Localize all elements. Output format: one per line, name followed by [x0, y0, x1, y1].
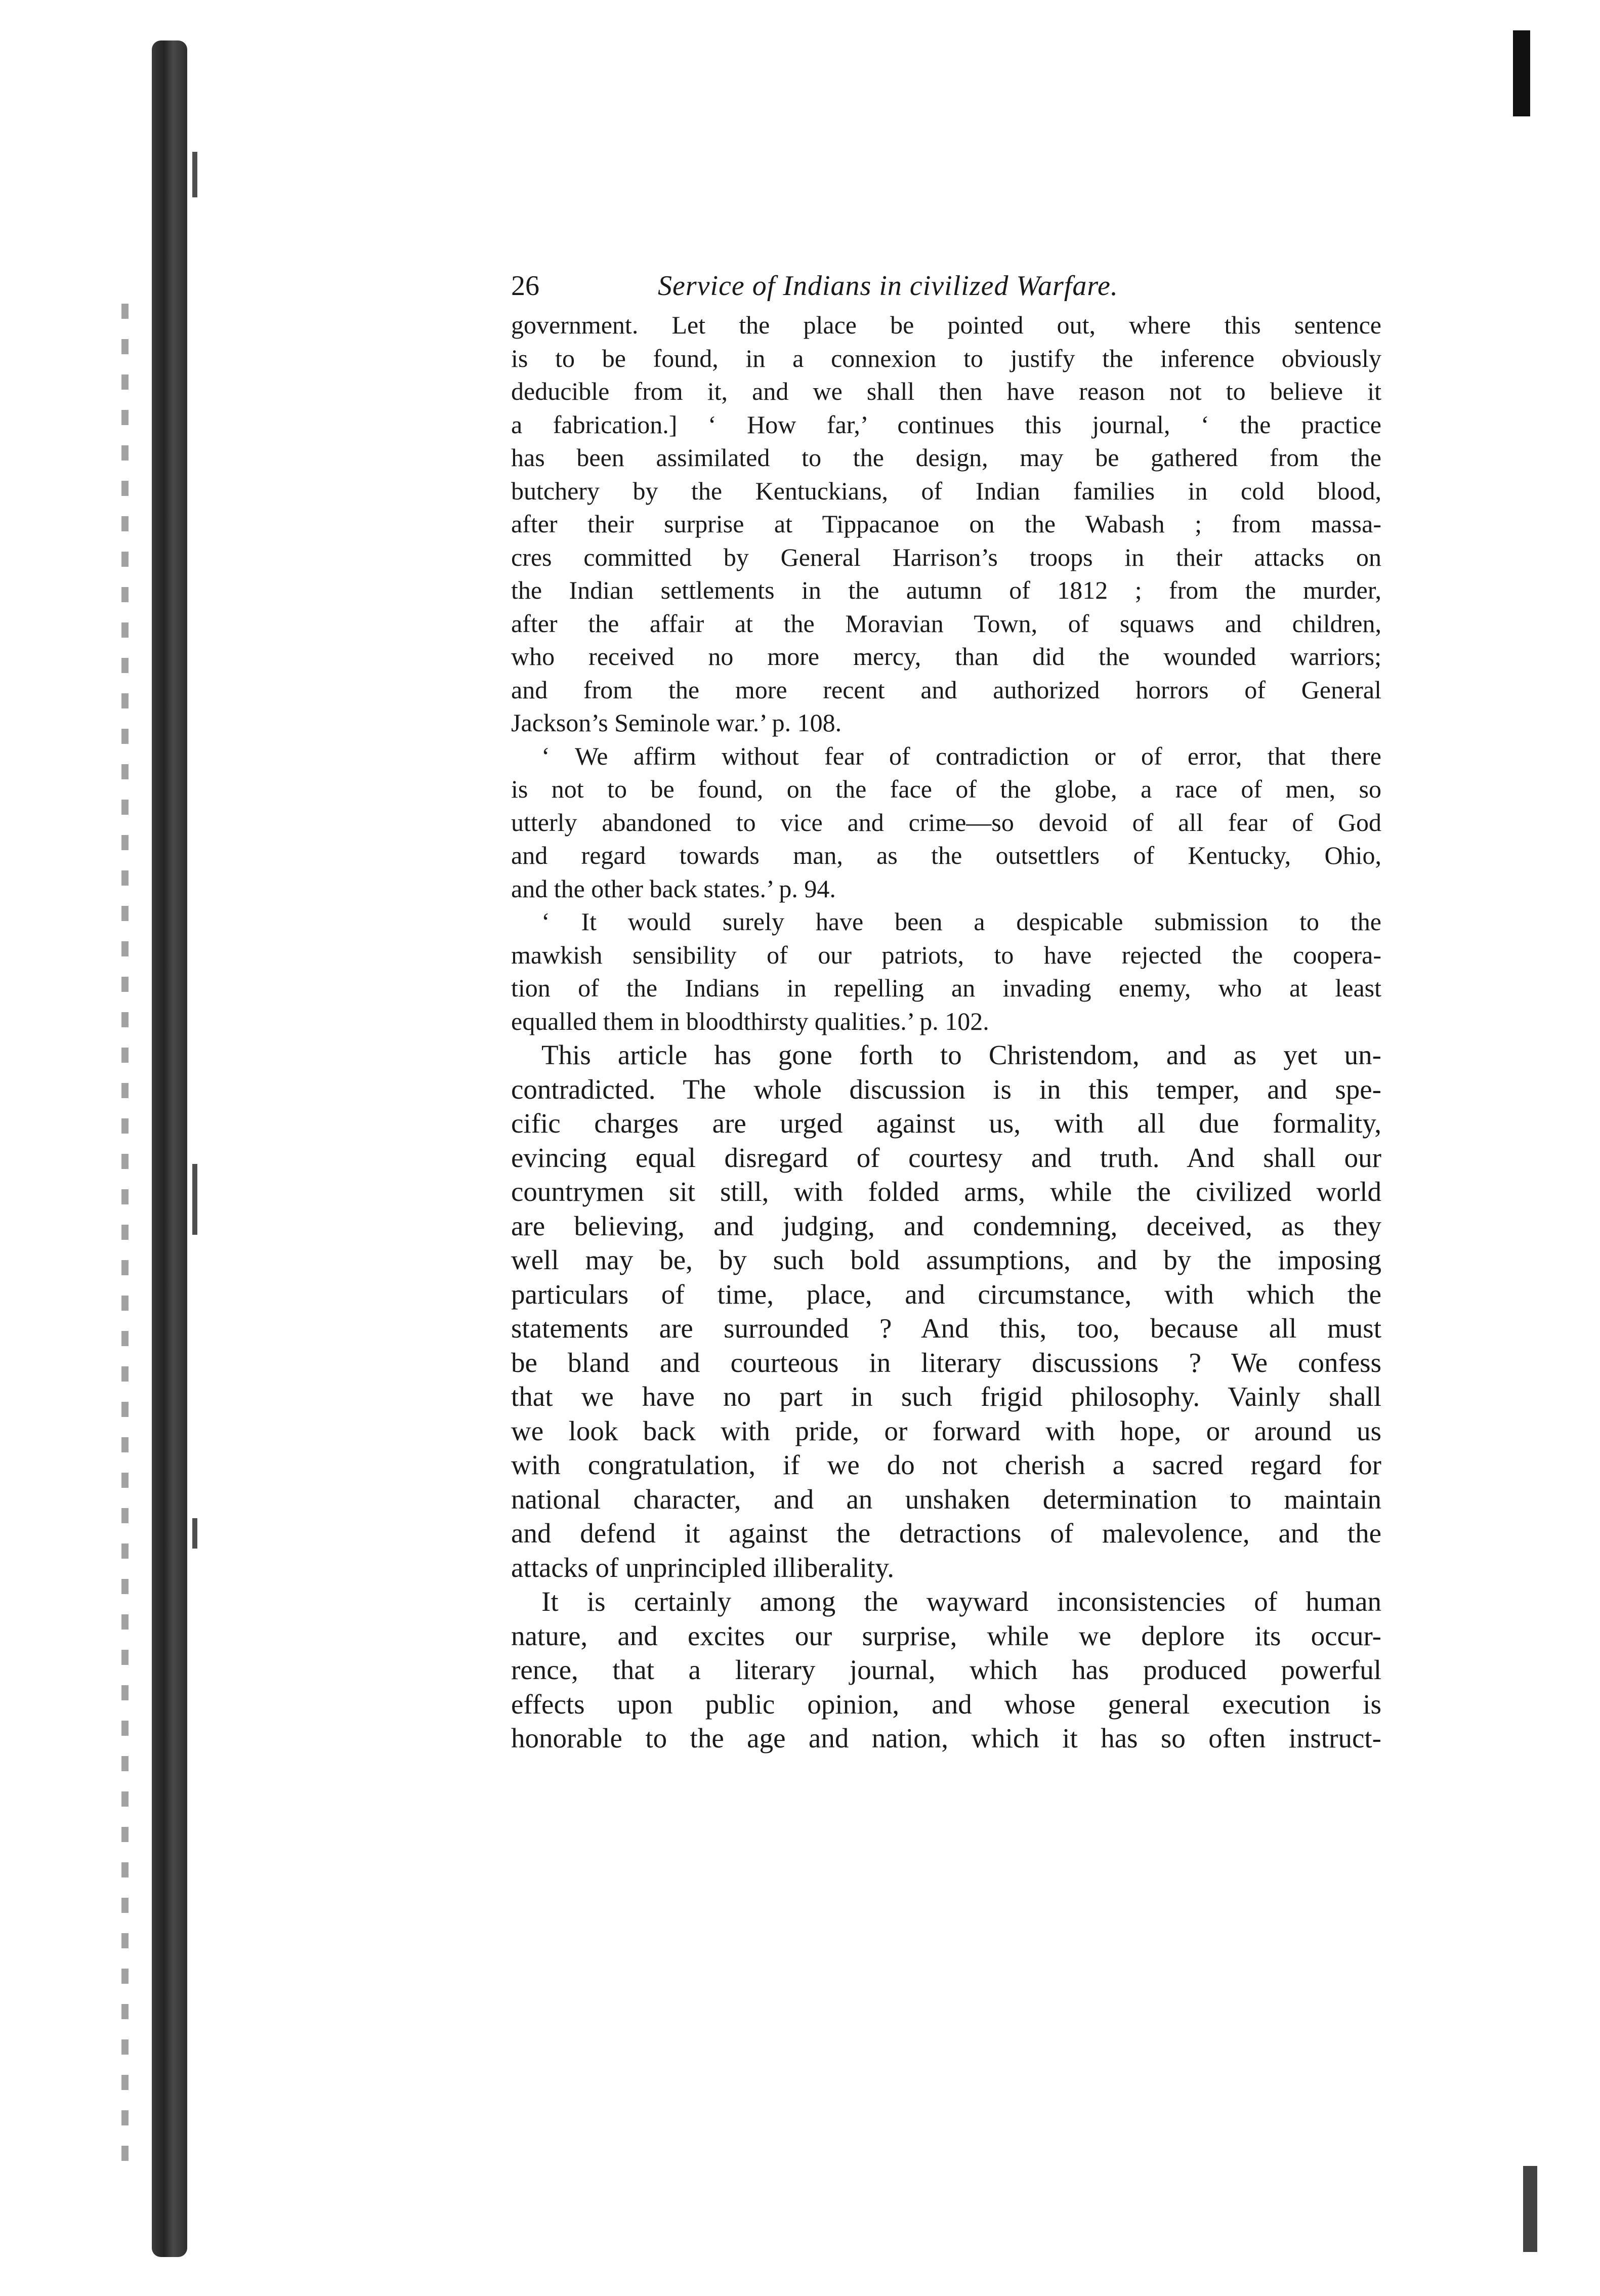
page-text-area [511, 263, 1381, 1756]
page-number: 26 [511, 270, 539, 302]
text-line: rence, that a literary journal, which has produced powerful [511, 1654, 1381, 1685]
text-line: has been assimilated to the design, may be gathered from the [511, 443, 1381, 472]
text-line: and from the more recent and authorized horrors of General [511, 675, 1381, 704]
text-line: statements are surrounded ? And this, too, because all must [511, 1313, 1381, 1344]
binding-speck [192, 1518, 197, 1549]
text-line: cres committed by General Harrison’s troops in their attacks on [511, 542, 1381, 571]
paragraph [511, 309, 1381, 740]
text-line: be bland and courteous in literary discussions ? We confess [511, 1347, 1381, 1378]
binding-speck [192, 1164, 197, 1235]
text-line: countrymen sit still, with folded arms, while the civilized world [511, 1176, 1381, 1207]
text-line: deducible from it, and we shall then have reason not to believe it [511, 377, 1381, 405]
text-line: particulars of time, place, and circumstance, with which the [511, 1278, 1381, 1310]
text-line: contradicted. The whole discussion is in this temper, and spe- [511, 1073, 1381, 1105]
text-line: It is certainly among the wayward inconsistencies of human [541, 1586, 1381, 1617]
text-line: ‘ It would surely have been a despicable submission to the [541, 907, 1381, 936]
scan-mark [1523, 2166, 1537, 2252]
body-text [511, 309, 1381, 1756]
text-line: who received no more mercy, than did the wounded warriors; [511, 642, 1381, 671]
text-line: attacks of unprincipled illiberality. [511, 1552, 895, 1583]
running-title: Service of Indians in civilized Warfare. [658, 270, 1118, 302]
text-line: well may be, by such bold assumptions, and by the imposing [511, 1244, 1381, 1275]
scan-mark [1513, 30, 1530, 116]
book-binding-shadow [152, 40, 187, 2257]
text-line: Jackson’s Seminole war.’ p. 108. [511, 708, 842, 737]
text-line: equalled them in bloodthirsty qualities.’ p. 102. [511, 1007, 989, 1035]
text-line: This article has gone forth to Christendom, and as yet un- [541, 1039, 1381, 1070]
text-line: tion of the Indians in repelling an invading enemy, who at least [511, 974, 1381, 1002]
text-line: a fabrication.] ‘ How far,’ continues this journal, ‘ the practice [511, 410, 1381, 439]
paragraph [511, 1584, 1381, 1756]
text-line: nature, and excites our surprise, while we deplore its occur- [511, 1620, 1381, 1651]
text-line: cific charges are urged against us, with all due formality, [511, 1108, 1381, 1139]
text-line: ‘ We affirm without fear of contradiction or of error, that there [541, 741, 1381, 770]
text-line: we look back with pride, or forward with hope, or around us [511, 1415, 1381, 1446]
text-line: that we have no part in such frigid philosophy. Vainly shall [511, 1381, 1381, 1412]
text-line: after the affair at the Moravian Town, of squaws and children, [511, 609, 1381, 638]
text-line: and the other back states.’ p. 94. [511, 874, 836, 903]
text-line: and regard towards man, as the outsettlers of Kentucky, Ohio, [511, 841, 1381, 869]
text-line: national character, and an unshaken determination to maintain [511, 1483, 1381, 1515]
text-line: are believing, and judging, and condemning, deceived, as they [511, 1210, 1381, 1241]
running-header [511, 263, 1381, 309]
paragraph [511, 905, 1381, 1038]
paragraph [511, 1038, 1381, 1584]
text-line: effects upon public opinion, and whose general execution is [511, 1688, 1381, 1720]
text-line: is not to be found, on the face of the globe, a race of men, so [511, 775, 1381, 803]
text-line: is to be found, in a connexion to justify the inference obviously [511, 344, 1381, 372]
text-line: honorable to the age and nation, which it has so often instruct- [511, 1723, 1381, 1754]
text-line: mawkish sensibility of our patriots, to have rejected the coopera- [511, 940, 1381, 969]
text-line: government. Let the place be pointed out, where this sentence [511, 311, 1381, 339]
paragraph [511, 740, 1381, 906]
text-line: and defend it against the detractions of malevolence, and the [511, 1518, 1381, 1549]
binding-texture [121, 304, 129, 2176]
text-line: evincing equal disregard of courtesy and truth. And shall our [511, 1142, 1381, 1173]
text-line: utterly abandoned to vice and crime—so devoid of all fear of God [511, 808, 1381, 837]
text-line: butchery by the Kentuckians, of Indian families in cold blood, [511, 476, 1381, 505]
text-line: the Indian settlements in the autumn of 1812 ; from the murder, [511, 576, 1381, 604]
binding-speck [192, 152, 197, 197]
text-line: after their surprise at Tippacanoe on the Wabash ; from massa- [511, 510, 1381, 538]
text-line: with congratulation, if we do not cherish a sacred regard for [511, 1449, 1381, 1480]
